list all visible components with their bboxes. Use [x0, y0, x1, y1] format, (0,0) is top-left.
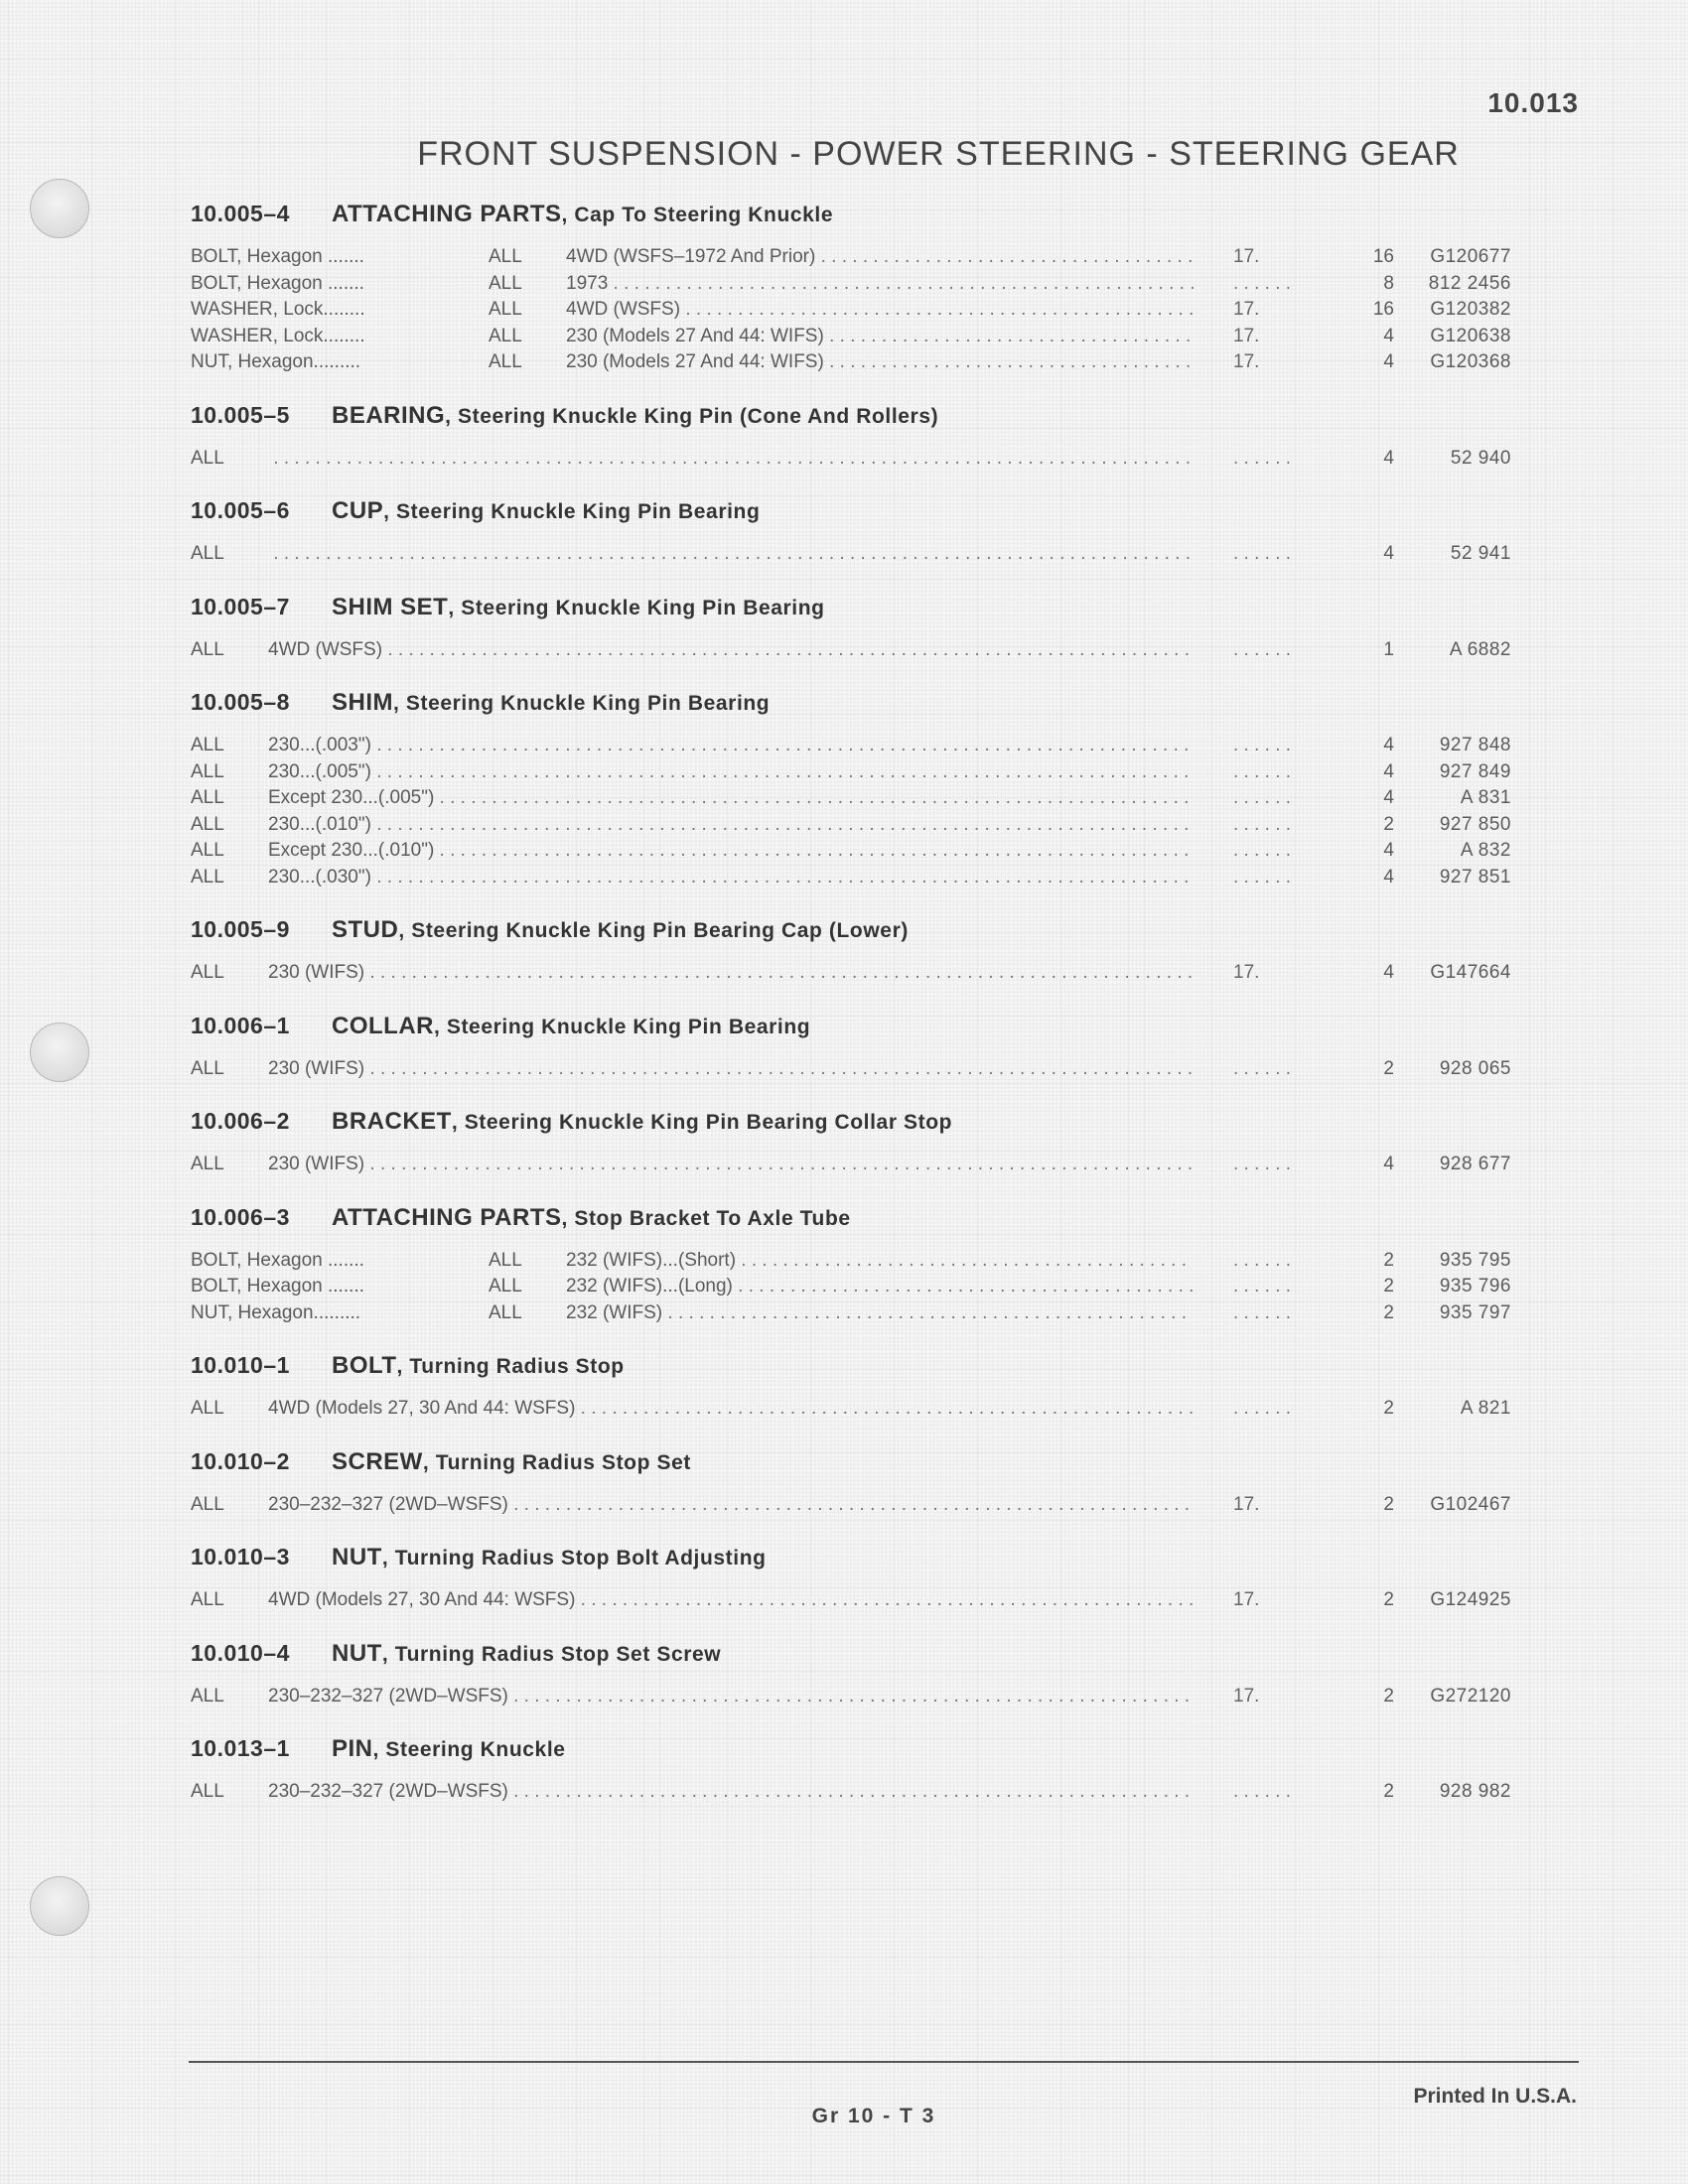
row-description — [191, 1492, 1194, 1519]
model-applicability: 4WD (WSFS) — [566, 299, 681, 320]
section-heading — [191, 683, 1511, 721]
section-rows — [191, 1492, 1511, 1519]
row-description — [191, 297, 1194, 324]
quantity: 4 — [1383, 735, 1394, 755]
parts-section — [191, 683, 1511, 890]
part-row — [191, 446, 1511, 473]
section-heading — [191, 396, 1511, 434]
section-description: , Steering Knuckle — [372, 1738, 566, 1761]
part-row — [191, 297, 1511, 324]
quantity: 2 — [1383, 813, 1394, 835]
section-heading — [191, 910, 1511, 948]
tractor-applicability: ALL — [489, 351, 522, 372]
row-description — [191, 244, 1194, 271]
quantity: 2 — [1383, 1301, 1394, 1323]
part-number: 928 065 — [1439, 1057, 1511, 1079]
row-description — [191, 1274, 1194, 1300]
quantity: 4 — [1383, 866, 1394, 887]
parts-section — [191, 396, 1511, 473]
tractor-applicability: ALL — [191, 1493, 224, 1515]
tractor-applicability: ALL — [191, 760, 224, 782]
part-name: BOLT, Hexagon ....... — [191, 246, 364, 267]
model-applicability: 232 (WIFS) — [566, 1301, 663, 1323]
section-title: BRACKET — [332, 1108, 452, 1135]
part-row — [191, 1587, 1511, 1614]
part-row — [191, 1684, 1511, 1710]
section-description: , Turning Radius Stop Set — [422, 1450, 691, 1474]
section-description: , Steering Knuckle King Pin Bearing — [383, 500, 761, 523]
part-number: 927 849 — [1439, 760, 1511, 782]
reference-number — [1233, 1274, 1323, 1300]
section-description: , Steering Knuckle King Pin (Cone And Rollers) — [445, 404, 939, 428]
part-name: NUT, Hexagon......... — [191, 1301, 361, 1323]
section-number: 10.010–3 — [191, 1544, 290, 1570]
part-number: 928 982 — [1439, 1781, 1511, 1802]
tractor-applicability: ALL — [191, 1057, 224, 1079]
binder-hole — [30, 179, 89, 238]
section-heading — [191, 1729, 1511, 1767]
tractor-applicability: ALL — [489, 272, 522, 294]
reference-number — [1233, 446, 1323, 473]
tractor-applicability: ALL — [489, 1276, 522, 1297]
parts-list — [191, 195, 1511, 1826]
part-number: 927 851 — [1439, 866, 1511, 887]
part-name: NUT, Hexagon......... — [191, 351, 361, 372]
quantity: 4 — [1383, 325, 1394, 346]
reference-number — [1233, 541, 1323, 568]
part-number: G120677 — [1430, 246, 1511, 267]
section-title: BOLT — [332, 1352, 397, 1379]
quantity: 1 — [1383, 638, 1394, 660]
section-rows — [191, 1684, 1511, 1710]
section-heading — [191, 1198, 1511, 1236]
model-applicability: 230...(.030") — [268, 866, 371, 887]
section-heading — [191, 195, 1511, 232]
quantity: 2 — [1383, 1685, 1394, 1706]
section-title: STUD — [332, 916, 399, 943]
row-description — [191, 1152, 1194, 1178]
section-description: , Stop Bracket To Axle Tube — [561, 1206, 851, 1230]
section-number: 10.006–1 — [191, 1012, 290, 1038]
part-number: G272120 — [1430, 1685, 1511, 1706]
group-code: Gr 10 - T 3 — [811, 2105, 936, 2127]
reference-number — [1233, 1300, 1323, 1327]
section-title: NUT — [332, 1639, 382, 1667]
row-description — [191, 637, 1194, 664]
tractor-applicability: ALL — [489, 1301, 522, 1323]
tractor-applicability: ALL — [191, 866, 224, 887]
parts-section — [191, 1634, 1511, 1710]
part-row — [191, 785, 1511, 812]
section-number: 10.005–5 — [191, 401, 290, 428]
row-description — [191, 446, 1194, 473]
quantity: 8 — [1383, 272, 1394, 294]
model-applicability: 230 (WIFS) — [268, 1057, 365, 1079]
section-rows — [191, 1779, 1511, 1806]
parts-section — [191, 1102, 1511, 1178]
row-description — [191, 785, 1194, 812]
tractor-applicability: ALL — [489, 325, 522, 346]
part-number: 927 848 — [1439, 735, 1511, 755]
parts-section — [191, 491, 1511, 568]
part-number: 812 2456 — [1428, 272, 1511, 294]
section-number: 10.006–3 — [191, 1203, 290, 1230]
reference-number — [1233, 812, 1323, 839]
section-number: 10.005–6 — [191, 497, 290, 523]
part-row — [191, 1248, 1511, 1275]
parts-section — [191, 1007, 1511, 1083]
model-applicability: 230–232–327 (2WD–WSFS) — [268, 1685, 508, 1706]
part-name: WASHER, Lock........ — [191, 325, 365, 346]
row-description — [191, 1684, 1194, 1710]
tractor-applicability: ALL — [191, 638, 224, 660]
parts-section — [191, 588, 1511, 664]
parts-section — [191, 1729, 1511, 1806]
quantity: 2 — [1383, 1493, 1394, 1515]
reference-number — [1233, 838, 1323, 865]
model-applicability: 230–232–327 (2WD–WSFS) — [268, 1493, 508, 1515]
quantity: 2 — [1383, 1057, 1394, 1079]
quantity: 16 — [1372, 299, 1394, 320]
model-applicability: 232 (WIFS)...(Long) — [566, 1276, 733, 1297]
reference-number — [1233, 1779, 1323, 1806]
section-rows — [191, 960, 1511, 987]
section-heading — [191, 491, 1511, 529]
footer-rule — [189, 2061, 1579, 2063]
model-applicability: 4WD (Models 27, 30 And 44: WSFS) — [268, 1398, 576, 1419]
part-row — [191, 271, 1511, 298]
section-title: NUT — [332, 1544, 382, 1570]
reference-number: 17. — [1233, 351, 1260, 372]
tractor-applicability: ALL — [191, 1398, 224, 1419]
part-number: G120638 — [1430, 325, 1511, 346]
section-description: , Steering Knuckle King Pin Bearing — [433, 1015, 811, 1038]
section-rows — [191, 637, 1511, 664]
model-applicability: 230...(.010") — [268, 813, 371, 835]
part-row — [191, 1056, 1511, 1083]
tractor-applicability: ALL — [191, 1154, 224, 1174]
row-description — [191, 838, 1194, 865]
section-rows — [191, 1587, 1511, 1614]
section-number: 10.005–4 — [191, 201, 290, 226]
reference-number — [1233, 1152, 1323, 1178]
section-number: 10.010–2 — [191, 1447, 290, 1474]
model-applicability: 230 (Models 27 And 44: WIFS) — [566, 325, 824, 346]
row-description — [191, 759, 1194, 786]
row-description — [191, 349, 1194, 376]
row-description — [191, 541, 1194, 568]
part-row — [191, 244, 1511, 271]
part-number: A 6882 — [1449, 638, 1511, 660]
parts-section — [191, 1538, 1511, 1614]
section-description: , Turning Radius Stop Bolt Adjusting — [381, 1547, 767, 1570]
section-description: , Steering Knuckle King Pin Bearing — [393, 692, 771, 715]
part-number: 928 677 — [1439, 1154, 1511, 1174]
row-description — [191, 865, 1194, 891]
section-rows — [191, 1248, 1511, 1327]
model-applicability: 1973 — [566, 272, 609, 294]
part-row — [191, 1274, 1511, 1300]
part-number: G102467 — [1430, 1493, 1511, 1515]
section-title: COLLAR — [332, 1012, 434, 1039]
quantity: 16 — [1372, 246, 1394, 267]
section-rows — [191, 446, 1511, 473]
model-applicability: 230 (WIFS) — [268, 1154, 365, 1174]
part-row — [191, 637, 1511, 664]
tractor-applicability: ALL — [191, 1781, 224, 1802]
quantity: 4 — [1383, 760, 1394, 782]
quantity: 4 — [1383, 787, 1394, 808]
part-name: BOLT, Hexagon ....... — [191, 1249, 364, 1271]
reference-number: 17. — [1233, 1493, 1260, 1515]
section-rows — [191, 541, 1511, 568]
section-heading — [191, 1442, 1511, 1480]
model-applicability: 4WD (WSFS) — [268, 638, 383, 660]
tractor-applicability: ALL — [191, 735, 224, 755]
row-description — [191, 324, 1194, 350]
section-number: 10.005–7 — [191, 593, 290, 619]
section-title: SHIM — [332, 689, 393, 716]
row-description — [191, 1587, 1194, 1614]
section-title: ATTACHING PARTS — [332, 1203, 562, 1231]
quantity: 2 — [1383, 1276, 1394, 1297]
page-title: FRONT SUSPENSION - POWER STEERING - STEERING GEAR — [417, 135, 1460, 173]
part-name: BOLT, Hexagon ....... — [191, 272, 364, 294]
reference-number — [1233, 1056, 1323, 1083]
part-row — [191, 812, 1511, 839]
part-row — [191, 960, 1511, 987]
part-row — [191, 324, 1511, 350]
section-title: BEARING — [332, 401, 446, 429]
row-description — [191, 1396, 1194, 1423]
section-number: 10.005–8 — [191, 689, 290, 715]
quantity: 4 — [1383, 840, 1394, 861]
tractor-applicability: ALL — [191, 787, 224, 808]
tractor-applicability: ALL — [191, 840, 224, 861]
tractor-applicability: ALL — [191, 447, 224, 469]
section-description: , Cap To Steering Knuckle — [561, 204, 834, 226]
section-rows — [191, 1056, 1511, 1083]
section-number: 10.006–2 — [191, 1108, 290, 1134]
part-row — [191, 1396, 1511, 1423]
row-description — [191, 1056, 1194, 1083]
part-number: 52 940 — [1450, 447, 1511, 469]
section-description: , Turning Radius Stop Set Screw — [381, 1642, 722, 1666]
row-description — [191, 271, 1194, 298]
reference-number: 17. — [1233, 1589, 1260, 1610]
part-number: A 831 — [1460, 787, 1511, 808]
section-description: , Steering Knuckle King Pin Bearing Cap (Lower) — [398, 919, 909, 942]
part-number: 935 797 — [1439, 1301, 1511, 1323]
reference-number: 17. — [1233, 246, 1260, 267]
part-number: G147664 — [1430, 962, 1511, 983]
part-row — [191, 1152, 1511, 1178]
quantity: 4 — [1383, 962, 1394, 983]
tractor-applicability: ALL — [489, 299, 522, 320]
section-heading — [191, 1346, 1511, 1384]
reference-number — [1233, 733, 1323, 759]
quantity: 2 — [1383, 1398, 1394, 1419]
quantity: 2 — [1383, 1589, 1394, 1610]
section-title: PIN — [332, 1735, 373, 1762]
model-applicability: 230...(.005") — [268, 760, 371, 782]
section-title: SCREW — [332, 1447, 423, 1475]
parts-section — [191, 1198, 1511, 1327]
reference-number — [1233, 759, 1323, 786]
part-number: G124925 — [1430, 1589, 1511, 1610]
section-title: CUP — [332, 497, 384, 524]
row-description — [191, 1779, 1194, 1806]
part-number: G120368 — [1430, 351, 1511, 372]
section-heading — [191, 1634, 1511, 1672]
part-row — [191, 838, 1511, 865]
row-description — [191, 960, 1194, 987]
printed-notice: Printed In U.S.A. — [1413, 2085, 1577, 2108]
parts-section — [191, 1346, 1511, 1423]
part-number: G120382 — [1430, 299, 1511, 320]
model-applicability: 4WD (WSFS–1972 And Prior) — [566, 246, 816, 267]
model-applicability: 230 (Models 27 And 44: WIFS) — [566, 351, 824, 372]
part-number: 935 795 — [1439, 1249, 1511, 1271]
reference-number: 17. — [1233, 962, 1260, 983]
reference-number: 17. — [1233, 325, 1260, 346]
quantity: 4 — [1383, 1154, 1394, 1174]
model-applicability: 232 (WIFS)...(Short) — [566, 1249, 737, 1271]
tractor-applicability: ALL — [191, 543, 224, 564]
section-title: SHIM SET — [332, 593, 449, 620]
reference-number — [1233, 271, 1323, 298]
model-applicability: 4WD (Models 27, 30 And 44: WSFS) — [268, 1589, 576, 1610]
row-description — [191, 1300, 1194, 1327]
part-row — [191, 759, 1511, 786]
model-applicability: 230...(.003") — [268, 735, 371, 755]
model-applicability: Except 230...(.005") — [268, 787, 435, 808]
tractor-applicability: ALL — [191, 1589, 224, 1610]
section-description: , Steering Knuckle King Pin Bearing Collar Stop — [451, 1111, 953, 1134]
part-name: WASHER, Lock........ — [191, 299, 365, 320]
quantity: 4 — [1383, 447, 1394, 469]
part-number: A 832 — [1460, 840, 1511, 861]
quantity: 4 — [1383, 543, 1394, 564]
section-heading — [191, 1102, 1511, 1140]
part-name: BOLT, Hexagon ....... — [191, 1276, 364, 1297]
tractor-applicability: ALL — [191, 1685, 224, 1706]
part-row — [191, 733, 1511, 759]
reference-number: 17. — [1233, 299, 1260, 320]
parts-section — [191, 910, 1511, 987]
model-applicability: Except 230...(.010") — [268, 840, 435, 861]
binder-hole — [30, 1023, 89, 1082]
model-applicability: 230–232–327 (2WD–WSFS) — [268, 1781, 508, 1802]
part-number: A 821 — [1460, 1398, 1511, 1419]
part-row — [191, 1492, 1511, 1519]
part-number: 927 850 — [1439, 813, 1511, 835]
binder-hole — [30, 1876, 89, 1936]
reference-number — [1233, 1396, 1323, 1423]
section-heading — [191, 588, 1511, 625]
reference-number — [1233, 1248, 1323, 1275]
reference-number — [1233, 785, 1323, 812]
row-description — [191, 733, 1194, 759]
section-title: ATTACHING PARTS — [332, 201, 562, 227]
reference-number: 17. — [1233, 1685, 1260, 1706]
section-description: , Turning Radius Stop — [396, 1355, 625, 1378]
quantity: 4 — [1383, 351, 1394, 372]
row-description — [191, 812, 1194, 839]
section-number: 10.010–4 — [191, 1639, 290, 1666]
section-number: 10.013–1 — [191, 1735, 290, 1761]
row-description — [191, 1248, 1194, 1275]
parts-section — [191, 1442, 1511, 1519]
quantity: 2 — [1383, 1781, 1394, 1802]
section-rows — [191, 1152, 1511, 1178]
section-rows — [191, 244, 1511, 376]
tractor-applicability: ALL — [489, 246, 522, 267]
tractor-applicability: ALL — [489, 1249, 522, 1271]
part-row — [191, 1779, 1511, 1806]
part-row — [191, 865, 1511, 891]
part-row — [191, 541, 1511, 568]
tractor-applicability: ALL — [191, 962, 224, 983]
section-description: , Steering Knuckle King Pin Bearing — [448, 596, 825, 619]
section-heading — [191, 1007, 1511, 1044]
part-row — [191, 1300, 1511, 1327]
quantity: 2 — [1383, 1249, 1394, 1271]
section-number: 10.005–9 — [191, 916, 290, 942]
part-row — [191, 349, 1511, 376]
section-rows — [191, 733, 1511, 890]
model-applicability: 230 (WIFS) — [268, 962, 365, 983]
page-number: 10.013 — [1487, 87, 1579, 118]
reference-number — [1233, 865, 1323, 891]
part-number: 935 796 — [1439, 1276, 1511, 1297]
section-rows — [191, 1396, 1511, 1423]
part-number: 52 941 — [1450, 543, 1511, 564]
parts-section — [191, 195, 1511, 376]
section-number: 10.010–1 — [191, 1352, 290, 1378]
tractor-applicability: ALL — [191, 813, 224, 835]
section-heading — [191, 1538, 1511, 1575]
reference-number — [1233, 637, 1323, 664]
